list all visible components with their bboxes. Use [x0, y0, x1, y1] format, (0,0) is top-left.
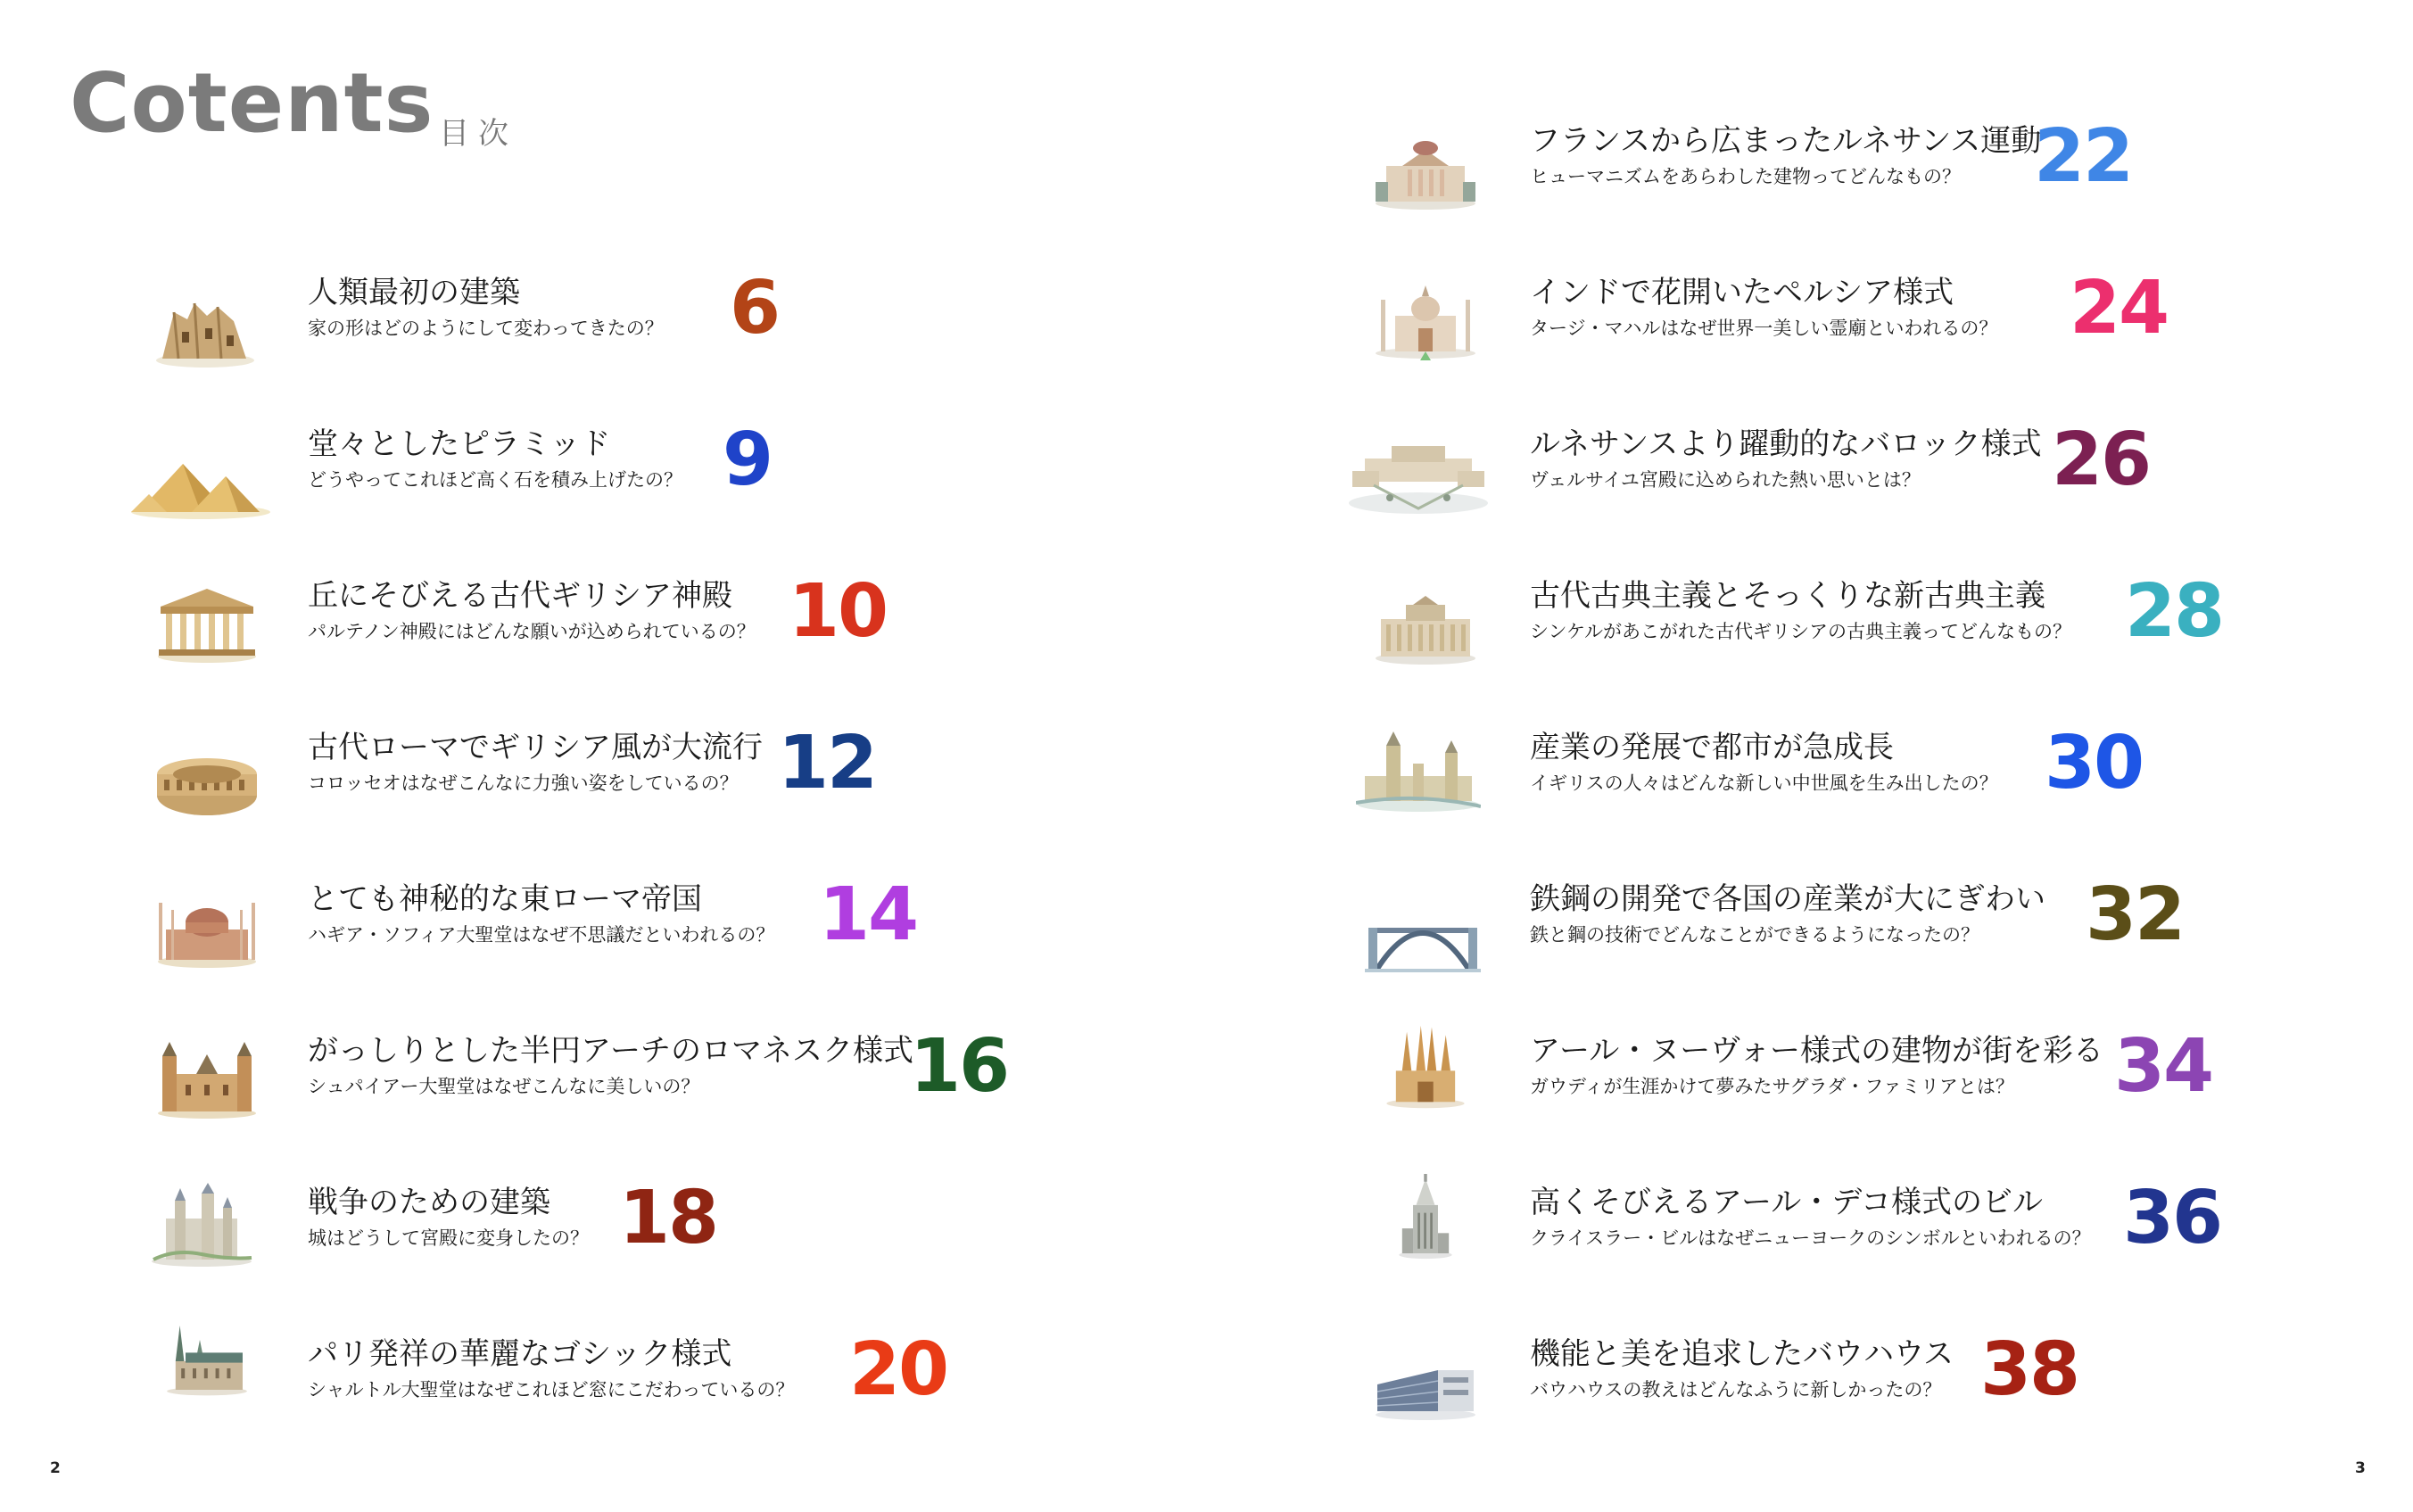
page-number: 34	[2114, 1024, 2213, 1109]
entry-title: 古代古典主義とそっくりな新古典主義	[1530, 578, 2045, 614]
page-number: 20	[849, 1327, 948, 1412]
entry-title: フランスから広まったルネサンス運動	[1530, 123, 2042, 159]
page-title: Cotents	[70, 55, 434, 151]
page-number: 12	[778, 721, 877, 806]
versailles-palace-icon	[1347, 432, 1490, 517]
entry-title: 戦争のための建築	[308, 1185, 550, 1220]
page-number: 30	[2045, 721, 2144, 806]
toc-entry[interactable]	[0, 874, 1160, 1008]
entry-title: 人類最初の建築	[308, 275, 520, 310]
page-number: 22	[2034, 114, 2133, 199]
page-number: 10	[789, 569, 888, 654]
entry-title: 機能と美を追求したバウハウス	[1530, 1336, 1954, 1372]
entry-subtitle: パルテノン神殿にはどんな願いが込められているの？	[308, 621, 756, 642]
entry-subtitle: イギリスの人々はどんな新しい中世風を生み出したの？	[1530, 773, 1998, 794]
entry-subtitle: 家の形はどのようにして変わってきたの？	[308, 318, 664, 339]
greek-temple-icon	[153, 580, 260, 665]
entry-title: ルネサンスより躍動的なバロック様式	[1530, 426, 2042, 462]
toc-entry[interactable]	[0, 1177, 1160, 1311]
entry-title: とても神秘的な東ローマ帝国	[308, 881, 702, 917]
right-page-number: 3	[2355, 1459, 2366, 1477]
romanesque-cathedral-icon	[153, 1035, 260, 1120]
page-number: 18	[619, 1176, 718, 1260]
stone-dwelling-icon	[152, 285, 259, 371]
toc-entry[interactable]	[1338, 1177, 2413, 1311]
page-number: 9	[723, 417, 773, 502]
renaissance-villa-icon	[1372, 127, 1479, 212]
entry-subtitle: ガウディが生涯かけて夢みたサグラダ・ファミリアとは？	[1530, 1076, 2014, 1097]
entry-title: 鉄鋼の開発で各国の産業が大にぎわい	[1530, 881, 2045, 917]
toc-entry[interactable]	[0, 268, 1160, 401]
toc-entry[interactable]	[0, 419, 1160, 553]
entry-subtitle: シュパイアー大聖堂はなぜこんなに美しいの？	[308, 1076, 700, 1097]
parliament-building-icon	[1356, 728, 1481, 814]
castle-icon	[148, 1183, 255, 1268]
entry-subtitle: クライスラー・ビルはなぜニューヨークのシンボルといわれるの？	[1530, 1227, 2091, 1249]
iron-bridge-icon	[1365, 892, 1481, 978]
page-number: 14	[819, 872, 918, 957]
entry-title: 高くそびえるアール・デコ様式のビル	[1530, 1185, 2043, 1220]
entry-subtitle: ハギア・ソフィア大聖堂はなぜ不思議だといわれるの？	[308, 924, 775, 946]
hagia-sophia-icon	[153, 885, 260, 971]
entry-title: 丘にそびえる古代ギリシア神殿	[308, 578, 732, 614]
page-number: 32	[2086, 872, 2185, 957]
entry-title: 堂々としたピラミッド	[308, 426, 611, 462]
bauhaus-building-icon	[1372, 1340, 1479, 1425]
colosseum-icon	[153, 735, 260, 821]
entry-subtitle: シャルトル大聖堂はなぜこれほど窓にこだわっているの？	[308, 1379, 795, 1400]
toc-entry[interactable]	[1338, 116, 2413, 250]
entry-subtitle: ヒューマニズムをあらわした建物ってどんなもの？	[1530, 166, 1961, 187]
gothic-cathedral-icon	[153, 1311, 260, 1397]
toc-entry[interactable]	[1338, 571, 2413, 705]
page-number: 6	[730, 266, 780, 351]
page-number: 38	[1980, 1327, 2079, 1412]
toc-entry[interactable]	[0, 723, 1160, 856]
entry-title: がっしりとした半円アーチのロマネスク様式	[308, 1033, 913, 1069]
page-number: 24	[2070, 266, 2169, 351]
neoclassical-museum-icon	[1372, 583, 1479, 669]
skyscraper-icon	[1372, 1174, 1479, 1260]
toc-entry[interactable]	[1338, 419, 2413, 553]
page-number: 26	[2052, 417, 2151, 502]
page-number: 36	[2123, 1176, 2222, 1260]
entry-title: 産業の発展で都市が急成長	[1530, 730, 1894, 765]
toc-entry[interactable]	[1338, 268, 2413, 401]
entry-subtitle: コロッセオはなぜこんなに力強い姿をしているの？	[308, 773, 739, 794]
sagrada-familia-icon	[1372, 1024, 1479, 1110]
taj-mahal-icon	[1372, 277, 1479, 362]
entry-subtitle: 城はどうして宮殿に変身したの？	[308, 1227, 589, 1249]
page-number: 16	[910, 1024, 1009, 1109]
pyramids-icon	[129, 437, 272, 523]
entry-subtitle: 鉄と鋼の技術でどんなことができるようになったの？	[1530, 924, 1979, 946]
toc-entry[interactable]	[1338, 874, 2413, 1008]
left-page-number: 2	[50, 1459, 61, 1477]
toc-entry[interactable]	[1338, 1329, 2413, 1463]
entry-subtitle: ヴェルサイユ宮殿に込められた熱い思いとは？	[1530, 469, 1921, 491]
toc-entry[interactable]	[1338, 723, 2413, 856]
page-number: 28	[2125, 569, 2224, 654]
toc-entry[interactable]	[0, 1329, 1160, 1463]
entry-subtitle: シンケルがあこがれた古代ギリシアの古典主義ってどんなもの？	[1530, 621, 2072, 642]
toc-entry[interactable]	[0, 1026, 1160, 1160]
entry-title: インドで花開いたペルシア様式	[1530, 275, 1954, 310]
entry-subtitle: タージ・マハルはなぜ世界一美しい霊廟といわれるの？	[1530, 318, 1998, 339]
entry-title: アール・ヌーヴォー様式の建物が街を彩る	[1530, 1033, 2103, 1069]
toc-entry[interactable]	[0, 571, 1160, 705]
entry-title: パリ発祥の華麗なゴシック様式	[308, 1336, 732, 1372]
entry-title: 古代ローマでギリシア風が大流行	[308, 730, 763, 765]
entry-subtitle: どうやってこれほど高く石を積み上げたの？	[308, 469, 682, 491]
page-subtitle: 目次	[439, 116, 517, 152]
entry-subtitle: バウハウスの教えはどんなふうに新しかったの？	[1530, 1379, 1942, 1400]
toc-entry[interactable]	[1338, 1026, 2413, 1160]
